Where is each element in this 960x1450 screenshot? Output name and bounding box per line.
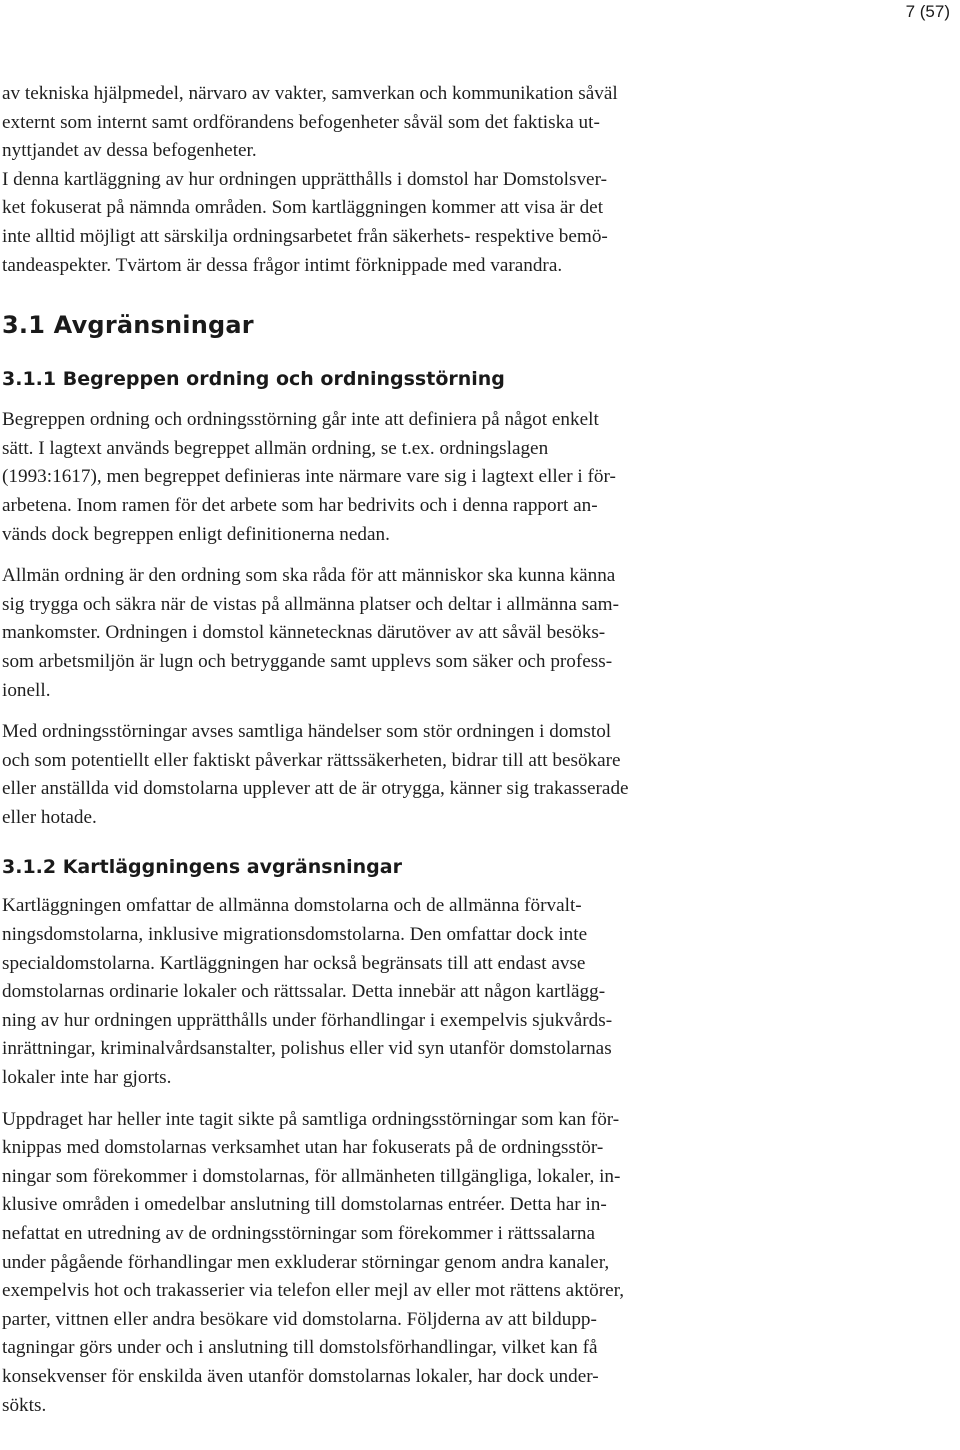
paragraph-312-2: Uppdraget har heller inte tagit sikte på samtliga ordningsstörningar som kan för- knippas med domstolarnas verksamhet utan har fokuserats på de ordningsstör- ningar som förekommer i domstolarnas, för allmänheten tillgängliga, lokaler, in- klusive områden i omedelbar anslutning till domstolarnas entréer. Detta har in- nefattat en utredning av de ordningsstörningar som förekommer i rättssalarna under pågående förhandlingar men exkluderar störningar genom andra kanaler, exempelvis hot och trakasserier via telefon eller mejl av eller mot rättens aktörer, parter, vittnen eller andra besökare vid domstolarna. Följderna av att bildupp- tagningar görs under och i anslutning till domstolsförhandlingar, vilket kan få konsekvenser för enskilda även utanför domstolarnas lokaler, har dock under- sökts. (2, 1108, 625, 1416)
paragraph-intro-1: av tekniska hjälpmedel, närvaro av vakter, samverkan och kommunikation såväl externt som internt samt ordförandens befogenheter såväl som det faktiska ut- nyttjandet av dessa befogenheter. (2, 83, 618, 162)
page-content (2, 80, 802, 1420)
subsection-heading-3-1-1: 3.1.1 Begreppen ordning och ordningsstörning (2, 368, 505, 391)
page-number: 7 (57) (905, 2, 950, 21)
paragraph-312-1: Kartläggningen omfattar de allmänna domstolarna och de allmänna förvalt- ningsdomstolarna, inklusive migrationsdomstolarna. Den omfattar dock inte specialdomstolarna. Kartläggningen har också begränsats till att endast avse domstolarnas ordinarie lokaler och rättssalar. Detta innebär att någon kartlägg- ning av hur ordningen upprätthålls under förhandlingar i exempelvis sjukvårds- inrättningar, kriminalvårdsanstalter, polishus eller vid syn utanför domstolarnas lokaler inte har gjorts. (2, 895, 613, 1089)
section-heading-3-1: 3.1 Avgränsningar (2, 311, 254, 340)
paragraph-intro-2: I denna kartläggning av hur ordningen upprätthålls i domstol har Domstolsver- ket fokuserat på nämnda områden. Som kartläggningen kommer att visa är det inte alltid möjligt att särskilja ordningsarbetet från säkerhets- respektive bemö- tandeaspekter. Tvärtom är dessa frågor intimt förknippade med varandra. (2, 168, 608, 276)
paragraph-311-3: Med ordningsstörningar avses samtliga händelser som stör ordningen i domstol och som potentiellt eller faktiskt påverkar rättssäkerheten, bidrar till att besökare eller anställda vid domstolarna upplever att de är otrygga, känner sig trakasserade eller hotade. (2, 721, 629, 828)
paragraph-311-2: Allmän ordning är den ordning som ska råda för att människor ska kunna känna sig trygga och säkra när de vistas på allmänna platser och deltar i allmänna sam- mankomster. Ordningen i domstol kännetecknas därutöver av att såväl besöks- som arbetsmiljön är lugn och betryggande samt upplevs som säker och profess- ionell. (2, 565, 619, 701)
paragraph-311-1: Begreppen ordning och ordningsstörning går inte att definiera på något enkelt sätt. I lagtext används begreppet allmän ordning, se t.ex. ordningslagen (1993:1617), men begreppet definieras inte närmare vare sig i lagtext eller i för- arbetena. Inom ramen för det arbete som har bedrivits och i denna rapport an- vänds dock begreppen enligt definitionerna nedan. (2, 409, 616, 545)
subsection-heading-3-1-2: 3.1.2 Kartläggningens avgränsningar (2, 856, 402, 879)
